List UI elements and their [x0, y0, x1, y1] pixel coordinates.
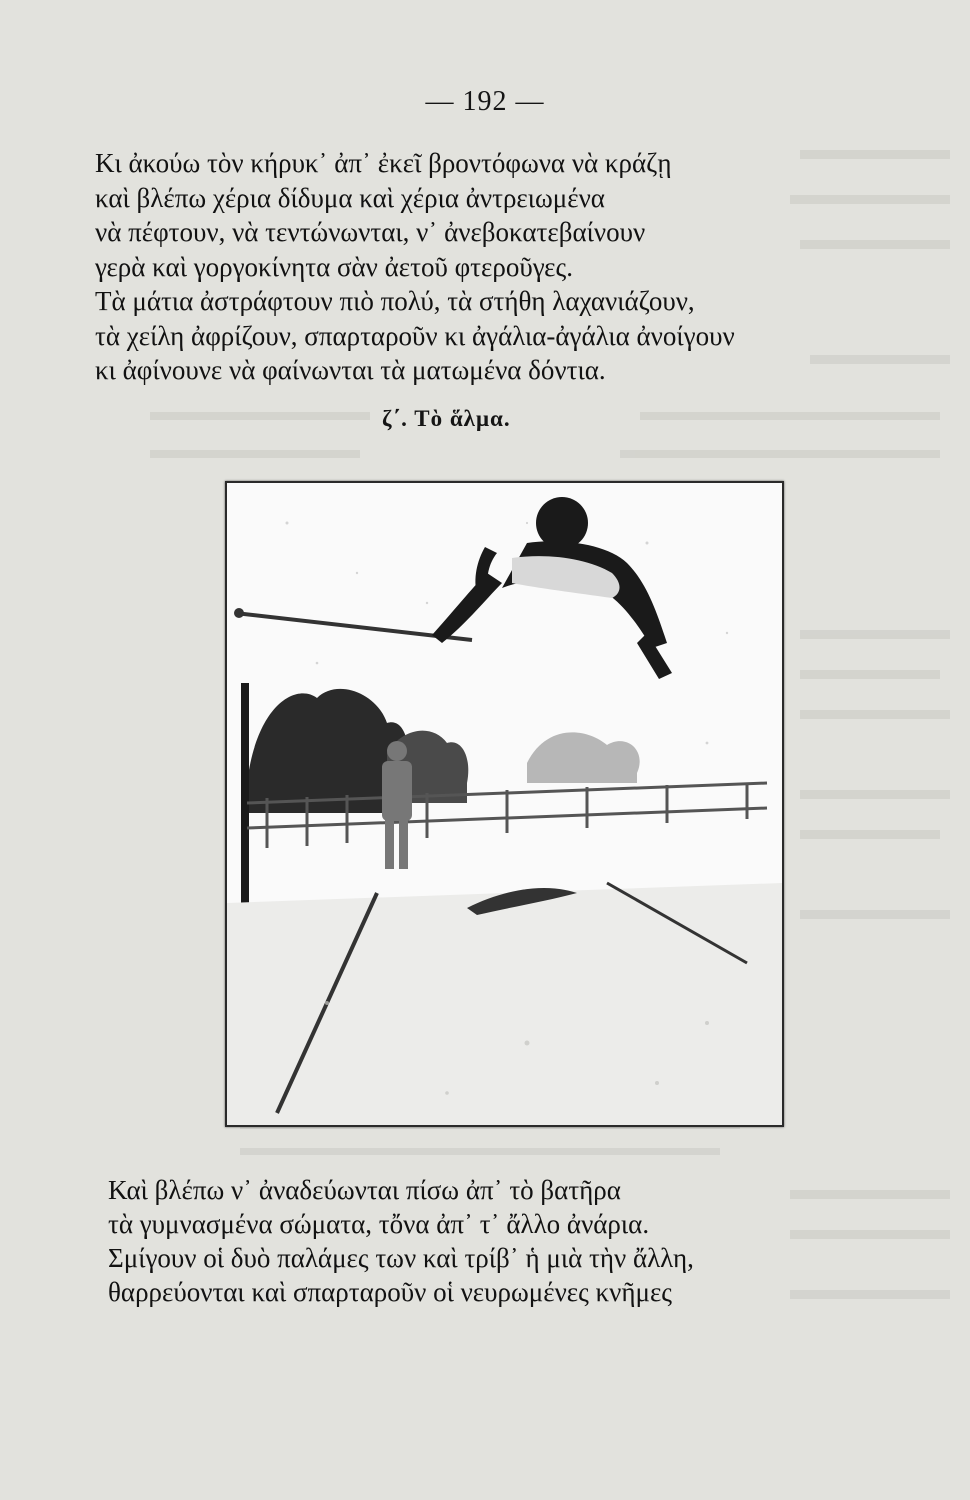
text-line: Καὶ βλέπω ν᾿ ἀναδεύωνται πίσω ἀπ᾿ τὸ βατῆρα	[108, 1175, 621, 1205]
top-paragraph	[95, 146, 735, 388]
text-line: καὶ βλέπω χέρια δίδυμα καὶ χέρια ἀντρειωμένα	[95, 182, 605, 213]
text-line: Κι ἀκούω τὸν κήρυκ᾿ ἀπ᾿ ἐκεῖ βροντόφωνα νὰ κράζῃ	[95, 148, 672, 178]
bottom-paragraph	[108, 1173, 694, 1309]
page-number: — 192 —	[425, 86, 545, 117]
high-jump-photo	[225, 481, 784, 1127]
text-line: Τὰ μάτια ἀστράφτουν πιὸ πολύ, τὰ στήθη λαχανιάζουν,	[95, 286, 695, 316]
text-line: θαρρεύονται καὶ σπαρταροῦν οἱ νευρωμένες κνῆμες	[108, 1277, 672, 1307]
text-line: τὰ γυμνασμένα σώματα, τὄνα ἀπ᾿ τ᾿ ἄλλο ἀνάρια.	[108, 1209, 650, 1239]
text-line: γερὰ καὶ γοργοκίνητα σὰν ἀετοῦ φτεροῦγες.	[95, 251, 573, 282]
text-line: κι ἀφίνουνε νὰ φαίνωνται τὰ ματωμένα δόντια.	[95, 355, 606, 385]
text-line: τὰ χείλη ἀφρίζουν, σπαρταροῦν κι ἀγάλια-ἀγάλια ἀνοίγουν	[95, 320, 735, 351]
text-line: Σμίγουν οἱ δυὸ παλάμες των καὶ τρίβ᾿ ἡ μιὰ τὴν ἄλλη,	[108, 1243, 694, 1273]
section-heading: ζ΄. Τὸ ἅλμα.	[382, 406, 511, 431]
high-jump-illustration	[227, 483, 782, 1125]
text-line: νὰ πέφτουν, νὰ τεντώνωνται, ν᾿ ἀνεβοκατεβαίνουν	[95, 217, 646, 247]
